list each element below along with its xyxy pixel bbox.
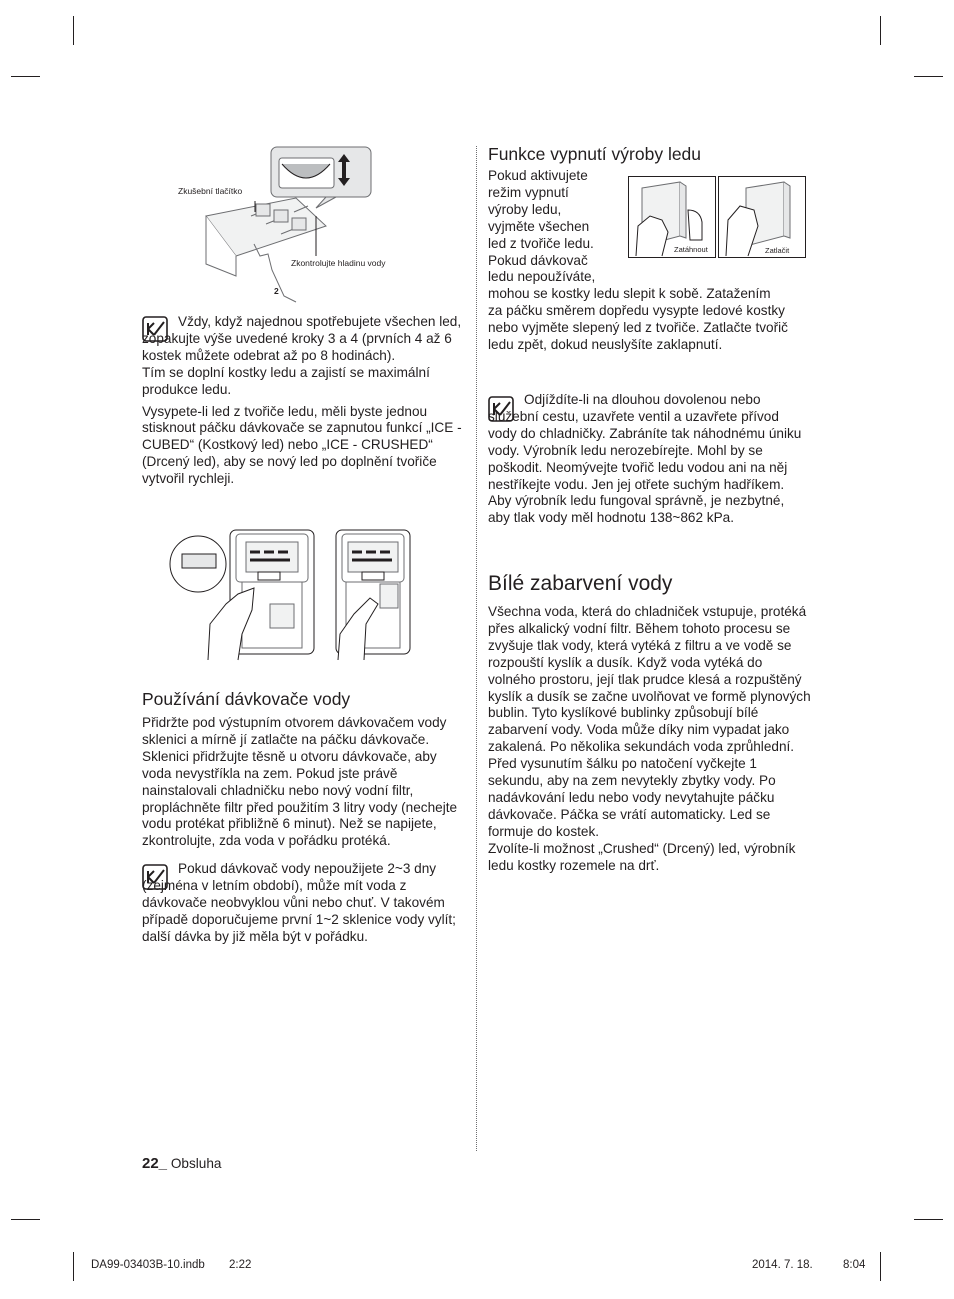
label-test-button: Zkušební tlačítko [178, 186, 243, 196]
column-divider [476, 146, 477, 1151]
heading-water-dispenser: Používání dávkovače vody [142, 689, 351, 709]
note-refill-p2: Tím se doplní kostky ledu a zajistí se maximální produkce ledu. [142, 364, 430, 397]
note-refill-text [142, 314, 462, 488]
crop-mark [880, 1252, 881, 1281]
note-vacation-text: Odjíždíte-li na dlouhou dovolenou nebo služební cestu, uzavřete ventil a uzavřete přívod vody do chladničky. Zabráníte tak náhodnému úniku vody. Výrobník ledu nerozebírejte. Mohl by se poškodit. Neomývejte tvořič ledu vodou ani na něj nestříkejte vodu. Jen jej otřete suchým hadříkem. Aby výrobník ledu fungoval správně, je nezbytné, aby tlak vody měl hodnotu 138~862 kPa. [488, 392, 802, 526]
heading-ice-off: Funkce vypnutí výroby ledu [488, 144, 702, 164]
label-push: Zatlačit [765, 246, 790, 255]
ice-off-body: Pokud aktivujete režim vypnutí výroby ledu, vyjměte všechen led z tvořiče ledu. Pokud dávkovač ledu nepoužíváte, mohou se kostky ledu slepit k sobě. Zatažením za páčku směrem dopředu vysypte ledové kostky nebo vyjměte slepený led z tvořiče. Zatlačte tvořič ledu zpět, dokud neuslyšíte zaklapnutí. [488, 168, 788, 353]
crop-mark [73, 16, 74, 45]
page-number: 22_ [142, 1155, 168, 1172]
heading-white-water: Bílé zabarvení vody [488, 572, 673, 595]
white-water-text [488, 604, 811, 875]
crop-mark [11, 1219, 40, 1220]
note-water-odor-text: Pokud dávkovač vody nepoužijete 2~3 dny (zejména v letním období), může mít voda z dávkovače neobvyklou vůni nebo chuť. V takovém případě doporučujeme první 1~2 sklenice vody vylít; další dávka by již měla být v pořádku. [142, 861, 456, 944]
crop-mark [914, 1219, 943, 1220]
note-refill-p3: Vysypete-li led z tvořiče ledu, měli byste jednou stisknout páčku dávkovače se zapnutou funkcí „ICE - CUBED“ (Kostkový led) nebo „ICE - CRUSHED“ (Drcený led), aby se nový led po doplnění tvořiče vytvořil rychleji. [142, 403, 462, 487]
ice-off-text [488, 168, 788, 354]
print-file-name: DA99-03403B-10.indb [91, 1259, 205, 1271]
white-water-p2: Před vysunutím šálku po natočení vyčkejte 1 sekundu, aby na zem nevytekly zbytky vody. Po nadávkování ledu nebo vody nevytahujte páčku dávkovače. Páčka se vrátí automaticky. Led se formuje do kostek. [488, 756, 776, 839]
ice-maker-illustration [176, 146, 396, 306]
figure-spacer [600, 168, 788, 272]
white-water-p1: Všechna voda, která do chladniček vstupuje, protéká přes alkalický vodní filtr. Během tohoto procesu se zvyšuje tlak vody, která vytéká z filtru a ve vodě se rozpouští kyslík a dusík. Když voda vytéká do volného prostoru, její tlak prudce klesá a rozpuštěný kyslík a dusík se začne uvolňovat ve formě plynových bublin. Tyto kyslíkové bublinky způsobují bílé zabarvení vody. Voda může díky nim vypadat jako zakalená. Po několika sekundách voda zprůhlední. [488, 604, 811, 755]
note-refill-p1: Vždy, když najednou spotřebujete všechen led, zopakujte výše uvedené kroky 3 a 4 (prvních 4 až 6 kostek můžete odebrat až po 8 hodinách). [142, 314, 462, 363]
dispenser-illustration [168, 524, 473, 662]
section-name: Obsluha [170, 1156, 222, 1171]
water-dispenser-text: Přidržte pod výstupním otvorem dávkovačem vody sklenici a mírně jí zatlačte na páčku dávkovače. Sklenici přidržujte těsně u otvoru dávkovače, aby voda nevystříkla na zem. Pokud jste právě nainstalovali chladničku nebo nový vodní filtr, propláchněte filtr před použitím 3 litry vody (nechejte vodu protékat přibližně 6 minut). Než se napijete, zkontrolujte, zda voda v pořádku protéká. [142, 715, 458, 849]
crop-mark [73, 1252, 74, 1281]
white-water-p3: Zvolíte-li možnost „Crushed“ (Drcený) led, výrobník ledu kostky rozemele na drť. [488, 840, 796, 873]
print-date: 2014. 7. 18. [752, 1259, 813, 1271]
crop-mark [880, 16, 881, 45]
print-time: 8:04 [843, 1259, 866, 1271]
label-step-number: 2 [274, 286, 279, 296]
crop-mark [914, 76, 943, 77]
label-pull: Zatáhnout [674, 245, 708, 254]
print-page-ref: 2:22 [229, 1259, 252, 1271]
page-footer [142, 1155, 221, 1172]
label-check-water-level: Zkontrolujte hladinu vody [291, 258, 386, 268]
crop-mark [11, 76, 40, 77]
